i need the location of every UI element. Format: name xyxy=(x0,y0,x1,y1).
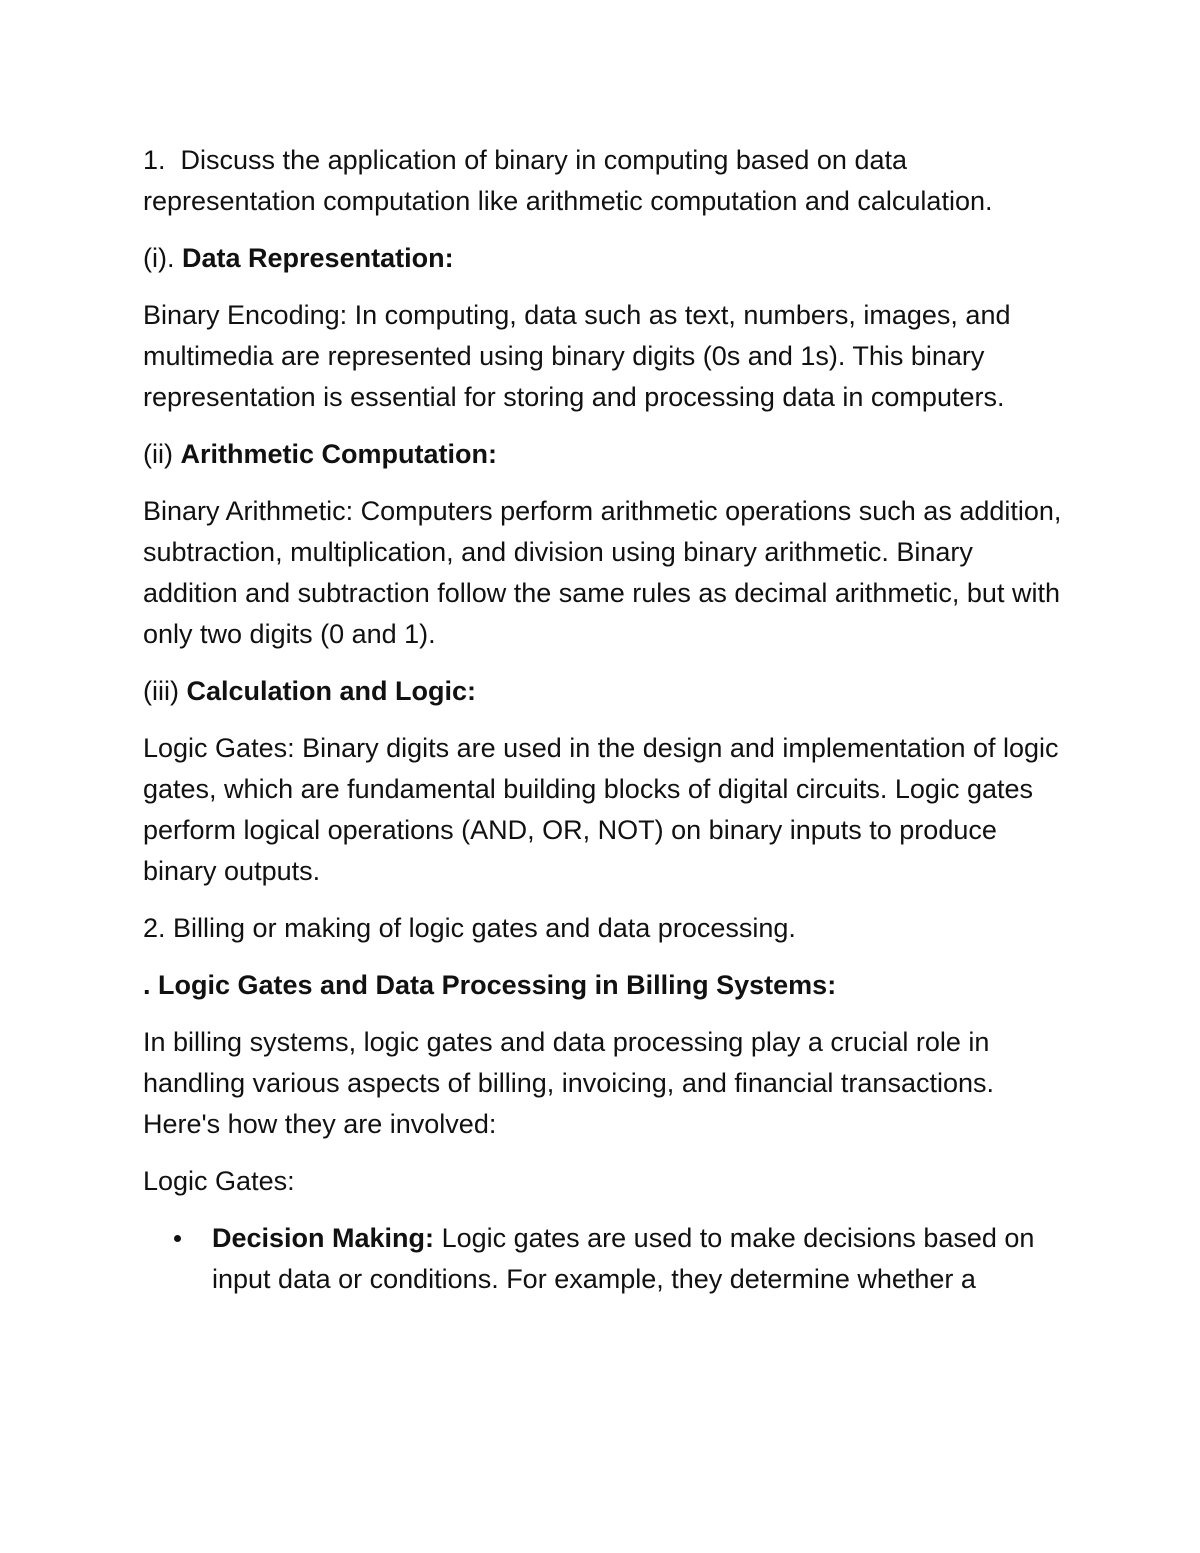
section-i-body: Binary Encoding: In computing, data such as text, numbers, images, and multimedia are represented using binary digits (0s and 1s). This binary representation is essential for storing and processing data in computers. xyxy=(143,300,1011,412)
section-iii-title: Calculation and Logic: xyxy=(186,676,477,706)
billing-heading xyxy=(143,965,1073,1006)
document-page xyxy=(143,140,1073,1300)
section-iii-heading xyxy=(143,671,1073,712)
billing-subheading: Logic Gates: xyxy=(143,1166,295,1196)
question-2: 2. Billing or making of logic gates and data processing. xyxy=(143,913,796,943)
section-iii-prefix: (iii) xyxy=(143,676,179,706)
section-i-heading xyxy=(143,238,1073,279)
bullet-title: Decision Making: xyxy=(212,1223,435,1253)
section-ii-prefix: (ii) xyxy=(143,439,173,469)
section-ii-title: Arithmetic Computation: xyxy=(180,439,497,469)
section-iii-body: Logic Gates: Binary digits are used in the design and implementation of logic gates, which are fundamental building blocks of digital circuits. Logic gates perform logical operations (AND, OR, NOT) on binary inputs to produce binary outputs. xyxy=(143,733,1059,886)
section-i-prefix: (i). xyxy=(143,243,175,273)
billing-title: . Logic Gates and Data Processing in Billing Systems: xyxy=(143,970,837,1000)
billing-bullet-list xyxy=(143,1218,1073,1300)
bullet-text: Logic gates are used to make decisions based on input data or conditions. For example, they determine whether a xyxy=(212,1223,1035,1294)
question-1-number: 1. xyxy=(143,145,166,175)
question-1 xyxy=(143,140,1073,222)
question-1-text: Discuss the application of binary in computing based on data representation computation like arithmetic computation and calculation. xyxy=(143,145,993,216)
billing-intro: In billing systems, logic gates and data processing play a crucial role in handling various aspects of billing, invoicing, and financial transactions. Here's how they are involved: xyxy=(143,1027,995,1139)
section-ii-body: Binary Arithmetic: Computers perform arithmetic operations such as addition, subtraction, multiplication, and division using binary arithmetic. Binary addition and subtraction follow the same rules as decimal arithmetic, but with only two digits (0 and 1). xyxy=(143,496,1062,649)
section-ii-heading xyxy=(143,434,1073,475)
list-item xyxy=(143,1218,1073,1300)
bullet-dot-icon xyxy=(174,1235,181,1242)
section-i-title: Data Representation: xyxy=(182,243,454,273)
